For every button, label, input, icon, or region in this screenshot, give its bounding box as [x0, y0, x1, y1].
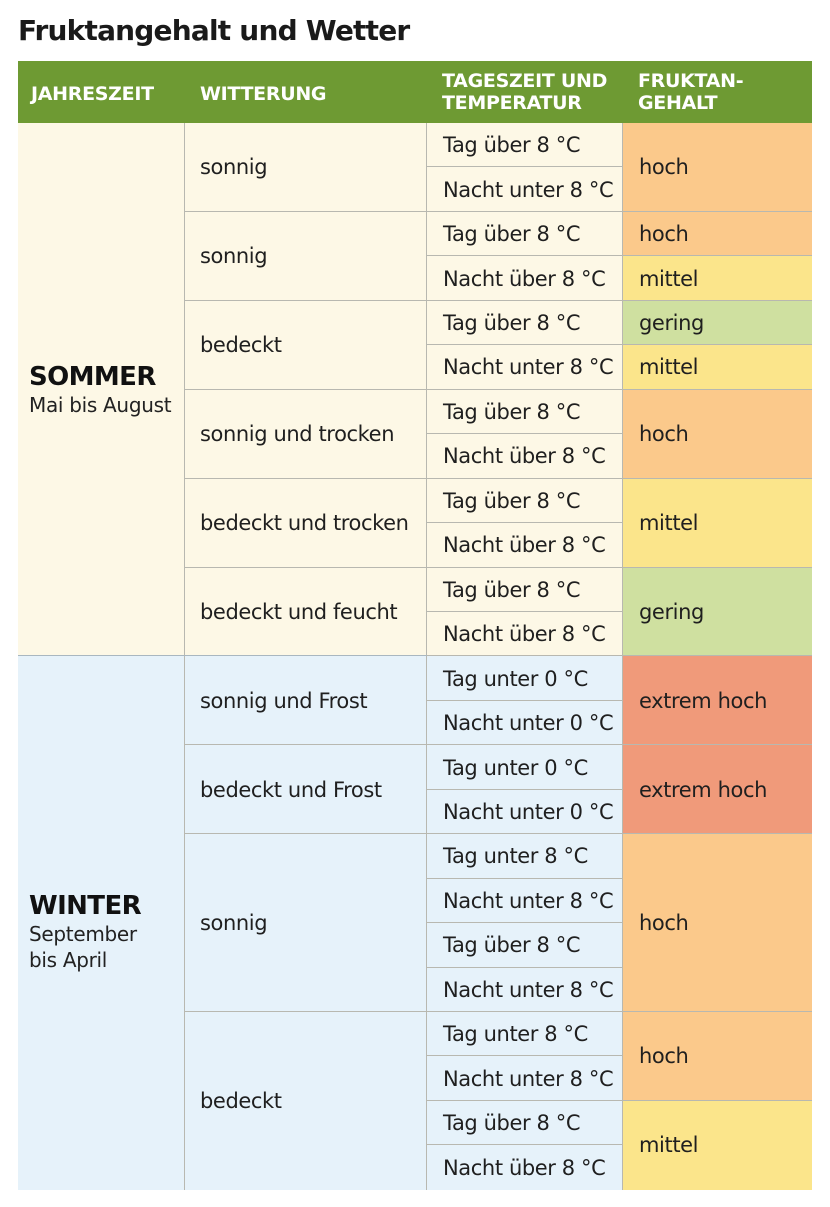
row-divider [427, 478, 623, 479]
fruktangehalt-cell: extrem hoch [623, 656, 812, 745]
tageszeit-cell: Nacht über 8 °C [443, 533, 606, 558]
row-divider [623, 1011, 812, 1012]
tageszeit-cell: Tag unter 0 °C [443, 755, 588, 780]
season-months: September bis April [29, 922, 137, 973]
fruktangehalt-cell: hoch [623, 212, 812, 256]
row-divider [427, 1055, 623, 1056]
witterung-cell: sonnig [200, 155, 268, 180]
row-divider [427, 922, 623, 923]
tageszeit-cell: Nacht unter 0 °C [443, 799, 614, 824]
tageszeit-cell: Nacht unter 8 °C [443, 888, 614, 913]
tageszeit-cell: Tag über 8 °C [443, 933, 581, 958]
row-divider [623, 567, 812, 568]
row-divider [427, 344, 623, 345]
row-divider [427, 433, 623, 434]
row-divider [427, 1144, 623, 1145]
row-divider [623, 478, 812, 479]
header-fruktangehalt [638, 70, 743, 114]
fruktangehalt-cell: mittel [623, 256, 812, 300]
tageszeit-cell: Tag unter 8 °C [443, 844, 588, 869]
row-divider [623, 255, 812, 256]
row-divider [427, 789, 623, 790]
tageszeit-cell: Nacht unter 8 °C [443, 355, 614, 380]
fruktangehalt-cell: hoch [623, 390, 812, 479]
tageszeit-cell: Nacht über 8 °C [443, 266, 606, 291]
column-divider [622, 123, 623, 1190]
row-divider [427, 300, 623, 301]
column-divider [426, 123, 427, 1190]
tageszeit-cell: Nacht unter 8 °C [443, 1066, 614, 1091]
row-divider [427, 611, 623, 612]
header-fruktangehalt-line2: GEHALT [638, 92, 718, 114]
season-cell-winter [18, 891, 185, 973]
column-divider [184, 123, 185, 1190]
witterung-cell: sonnig und Frost [200, 688, 368, 713]
tageszeit-cell: Tag über 8 °C [443, 133, 581, 158]
header-fruktangehalt-line1: FRUKTAN- [638, 70, 744, 92]
row-divider [427, 166, 623, 167]
season-months: Mai bis August [29, 392, 172, 417]
fruktangehalt-cell: mittel [623, 479, 812, 568]
tageszeit-cell: Tag über 8 °C [443, 577, 581, 602]
fructan-table [18, 61, 812, 1190]
fruktangehalt-cell: hoch [623, 123, 812, 212]
row-divider [427, 1011, 623, 1012]
row-divider [427, 567, 623, 568]
season-name: SOMMER [29, 361, 156, 392]
fruktangehalt-cell: gering [623, 301, 812, 345]
row-divider [623, 389, 812, 390]
fruktangehalt-cell: hoch [623, 1012, 812, 1101]
row-divider [623, 1100, 812, 1101]
witterung-cell: bedeckt und trocken [200, 511, 409, 536]
header-tageszeit-line2: TEMPERATUR [442, 92, 582, 114]
tageszeit-cell: Tag unter 8 °C [443, 1022, 588, 1047]
witterung-cell: bedeckt [200, 1088, 282, 1113]
row-divider [427, 655, 623, 656]
fruktangehalt-cell: extrem hoch [623, 745, 812, 834]
header-jahreszeit: JAHRESZEIT [31, 83, 154, 105]
fruktangehalt-cell: mittel [623, 345, 812, 389]
row-divider [427, 744, 623, 745]
row-divider [427, 1100, 623, 1101]
witterung-cell: sonnig [200, 911, 268, 936]
row-divider [427, 700, 623, 701]
season-name: WINTER [29, 891, 142, 922]
row-divider [623, 744, 812, 745]
header-tageszeit-line1: TAGESZEIT UND [442, 70, 608, 92]
page-title: Fruktangehalt und Wetter [18, 14, 410, 47]
tageszeit-cell: Tag über 8 °C [443, 311, 581, 336]
tageszeit-cell: Nacht unter 0 °C [443, 711, 614, 736]
row-divider [427, 833, 623, 834]
row-divider [427, 211, 623, 212]
header-witterung: WITTERUNG [200, 83, 327, 105]
row-divider [623, 211, 812, 212]
row-divider [623, 655, 812, 656]
tageszeit-cell: Tag über 8 °C [443, 1111, 581, 1136]
season-cell-sommer [18, 362, 185, 418]
table-header [18, 61, 812, 123]
row-divider [427, 967, 623, 968]
witterung-cell: bedeckt [200, 333, 282, 358]
tageszeit-cell: Tag über 8 °C [443, 399, 581, 424]
fruktangehalt-cell: gering [623, 568, 812, 657]
tageszeit-cell: Nacht unter 8 °C [443, 977, 614, 1002]
witterung-cell: bedeckt und feucht [200, 599, 398, 624]
row-divider [427, 255, 623, 256]
tageszeit-cell: Nacht über 8 °C [443, 1155, 606, 1180]
row-divider [623, 344, 812, 345]
tageszeit-cell: Nacht unter 8 °C [443, 177, 614, 202]
witterung-cell: sonnig und trocken [200, 422, 395, 447]
fruktangehalt-cell: hoch [623, 834, 812, 1012]
row-divider [427, 878, 623, 879]
row-divider [623, 833, 812, 834]
tageszeit-cell: Tag über 8 °C [443, 488, 581, 513]
tageszeit-cell: Nacht über 8 °C [443, 444, 606, 469]
fruktangehalt-cell: mittel [623, 1101, 812, 1190]
tageszeit-cell: Tag unter 0 °C [443, 666, 588, 691]
row-divider [427, 389, 623, 390]
header-tageszeit [442, 70, 607, 114]
row-divider [623, 300, 812, 301]
witterung-cell: sonnig [200, 244, 268, 269]
tageszeit-cell: Nacht über 8 °C [443, 622, 606, 647]
witterung-cell: bedeckt und Frost [200, 777, 382, 802]
row-divider [427, 522, 623, 523]
tageszeit-cell: Tag über 8 °C [443, 222, 581, 247]
